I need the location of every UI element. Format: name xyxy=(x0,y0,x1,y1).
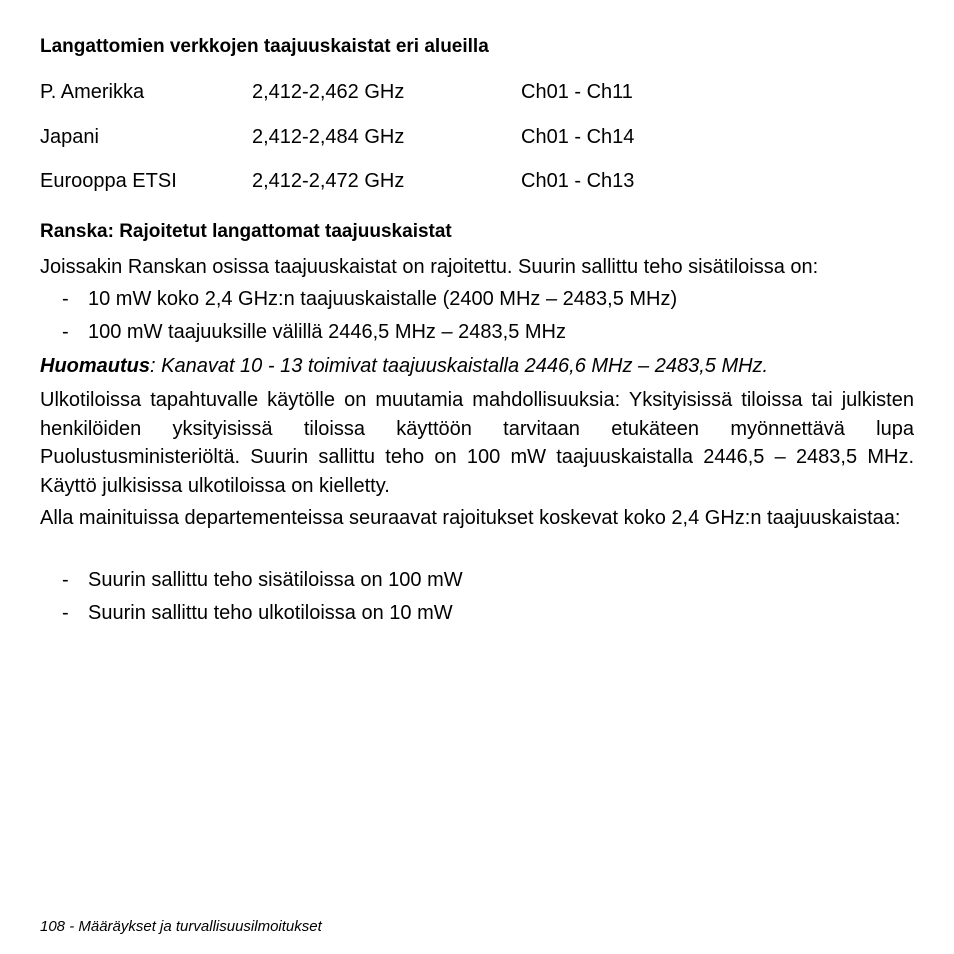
list-dash: - xyxy=(62,602,69,624)
list-item-text: Suurin sallittu teho sisätiloissa on 100 mW xyxy=(88,569,463,591)
band-region: Japani xyxy=(40,126,99,148)
page-footer: 108 - Määräykset ja turvallisuusilmoitukset xyxy=(40,918,322,935)
list-item-text: 10 mW koko 2,4 GHz:n taajuuskaistalle (2400 MHz – 2483,5 MHz) xyxy=(88,288,678,310)
france-subheading: Ranska: Rajoitetut langattomat taajuuskaistat xyxy=(40,221,452,242)
band-row-europe-etsi xyxy=(40,169,914,193)
list-item-text: 100 mW taajuuksille välillä 2446,5 MHz – 2483,5 MHz xyxy=(88,321,566,343)
outdoor-paragraph: Ulkotiloissa tapahtuvalle käytölle on muutamia mahdollisuuksia: Yksityisissä tiloissa tai julkisten henkilöiden yksityisissä tiloissa käyttöön tarvitaan etukäteen myönnettävä lupa Puolustusministeriöltä. Suurin sallittu teho on 100 mW taajuuskaistalla 2446,5 – 2483,5 MHz. Käyttö julkisissa ulkotiloissa on kielletty. xyxy=(40,389,914,497)
note-label: Huomautus xyxy=(40,355,150,377)
band-frequency: 2,412-2,462 GHz xyxy=(252,81,405,103)
note xyxy=(40,354,768,378)
band-channels: Ch01 - Ch14 xyxy=(521,126,635,148)
section-heading: Langattomien verkkojen taajuuskaistat eri alueilla xyxy=(40,36,489,57)
band-region: P. Amerikka xyxy=(40,81,145,103)
band-frequency: 2,412-2,472 GHz xyxy=(252,170,405,192)
france-intro-paragraph: Joissakin Ranskan osissa taajuuskaistat on rajoitettu. Suurin sallittu teho sisätiloissa on: xyxy=(40,256,819,278)
departments-paragraph: Alla mainituissa departementeissa seuraavat rajoitukset koskevat koko 2,4 GHz:n taajuuskaistaa: xyxy=(40,507,901,529)
band-region: Eurooppa ETSI xyxy=(40,170,177,192)
band-channels: Ch01 - Ch11 xyxy=(521,81,633,103)
list-item-text: Suurin sallittu teho ulkotiloissa on 10 mW xyxy=(88,602,453,624)
list-dash: - xyxy=(62,288,69,310)
band-frequency: 2,412-2,484 GHz xyxy=(252,126,405,148)
band-row-north-america xyxy=(40,80,914,104)
band-row-japan xyxy=(40,125,914,149)
list-dash: - xyxy=(62,321,69,343)
band-channels: Ch01 - Ch13 xyxy=(521,170,635,192)
list-dash: - xyxy=(62,569,69,591)
note-text: : Kanavat 10 - 13 toimivat taajuuskaistalla 2446,6 MHz – 2483,5 MHz. xyxy=(150,355,769,377)
